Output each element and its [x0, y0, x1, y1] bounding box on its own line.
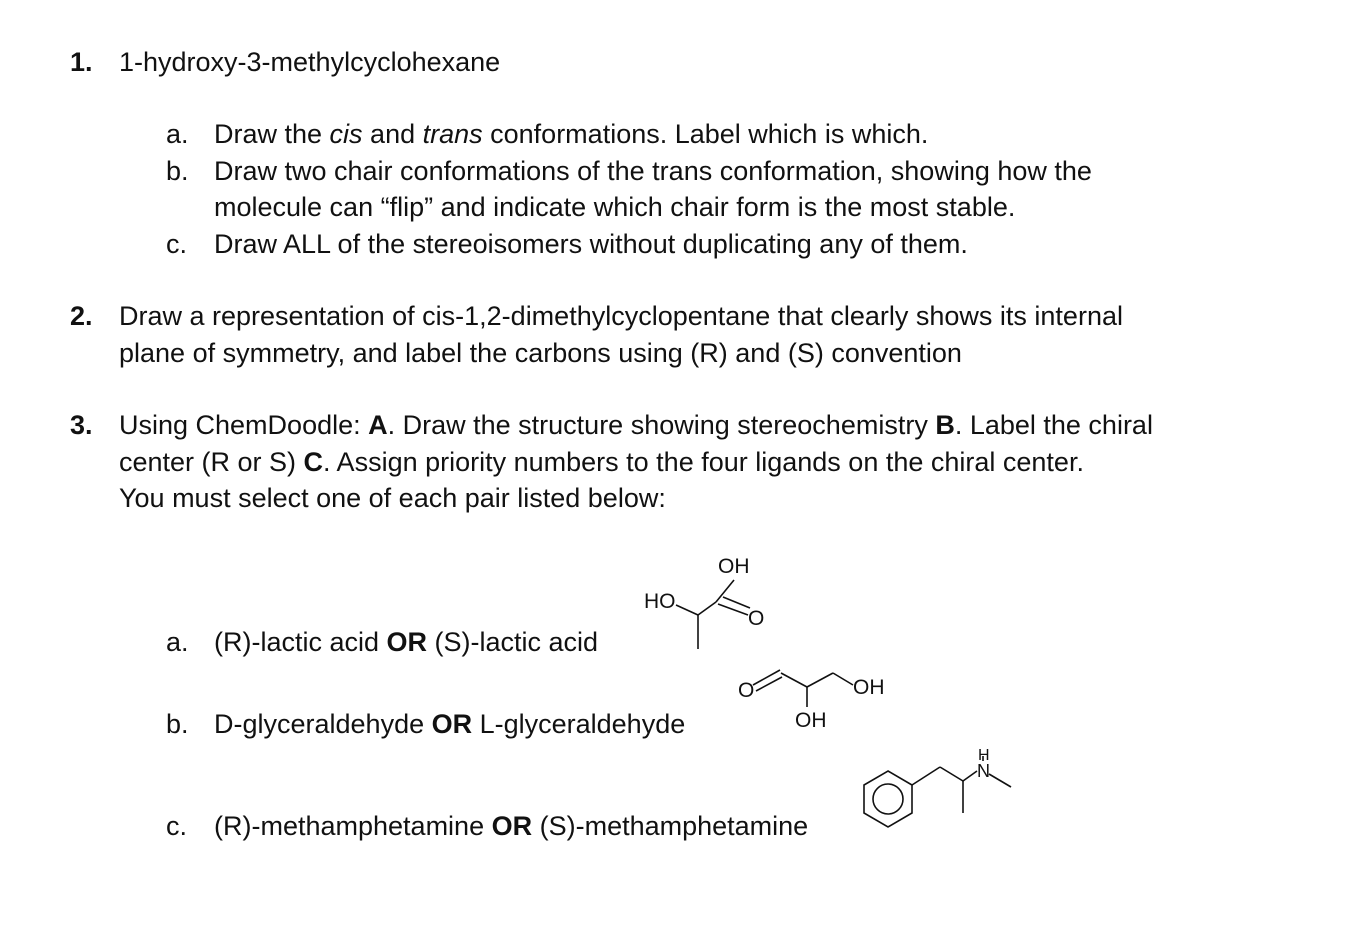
q3a-t2: (S)-lactic acid — [427, 627, 599, 657]
q2-line2: plane of symmetry, and label the carbons using (R) and (S) convention — [119, 338, 962, 368]
q3-step-b: B — [935, 410, 955, 440]
meth-h-label: H — [978, 747, 990, 764]
benzene-ring — [864, 771, 912, 827]
q3b-t2: L-glyceraldehyde — [472, 709, 686, 739]
q1b-line2: molecule can “flip” and indicate which chair form is the most stable. — [214, 192, 1016, 222]
q3-step-c: C — [303, 447, 324, 477]
lactic-ho-label: HO — [644, 590, 676, 613]
glyc-double-bond — [756, 677, 782, 691]
q1b-line1: Draw two chair conformations of the trans conformation, showing how the — [214, 156, 1092, 186]
q3-step-a: A — [368, 410, 388, 440]
lactic-bond — [716, 580, 734, 602]
glyc-bond — [833, 673, 853, 685]
glyceraldehyde-structure — [735, 665, 895, 735]
q3-line2 — [119, 446, 1084, 478]
q3a-t1: (R)-lactic acid — [214, 627, 387, 657]
lactic-oh-label: OH — [718, 555, 750, 578]
q3c-text — [214, 810, 808, 842]
lactic-double-bond — [723, 597, 750, 608]
q1-number: 1. — [70, 47, 93, 77]
glyc-oh-right-label: OH — [853, 676, 885, 699]
glyc-o-label: O — [738, 679, 755, 702]
q1a-cis: cis — [329, 119, 363, 149]
q1a-t1: Draw the — [214, 119, 330, 149]
q3-l2-t1: center (R or S) — [119, 447, 304, 477]
q1c-text: Draw ALL of the stereoisomers without duplicating any of them. — [214, 229, 968, 259]
q1a-trans: trans — [422, 119, 483, 149]
meth-n-label: N — [977, 761, 990, 781]
lactic-bond — [698, 602, 716, 615]
benzene-aromatic-circle — [873, 784, 903, 814]
lactic-acid-structure — [640, 553, 780, 653]
q3b-t1: D-glyceraldehyde — [214, 709, 432, 739]
q1c-marker: c. — [166, 229, 188, 259]
q3c-marker: c. — [166, 811, 188, 841]
q3-l2-t2: . Assign priority numbers to the four ligands on the chiral center. — [323, 447, 1084, 477]
q1a-text — [214, 118, 928, 150]
meth-bond — [989, 774, 1011, 787]
lactic-o-label: O — [748, 607, 765, 630]
q3-l1-t3: . Label the chiral — [954, 410, 1153, 440]
q3a-or: OR — [386, 627, 428, 657]
meth-bond — [940, 767, 963, 781]
q3a-marker: a. — [166, 627, 189, 657]
q1a-marker: a. — [166, 119, 189, 149]
q1a-t3: conformations. Label which is which. — [482, 119, 929, 149]
q3-number: 3. — [70, 410, 93, 440]
lactic-bond — [676, 605, 698, 615]
q2-number: 2. — [70, 301, 93, 331]
q3c-t2: (S)-methamphetamine — [532, 811, 809, 841]
methamphetamine-structure — [858, 745, 1018, 835]
q1-title: 1-hydroxy-3-methylcyclohexane — [119, 47, 501, 77]
q1b-marker: b. — [166, 156, 189, 186]
q3c-or: OR — [491, 811, 533, 841]
q3c-t1: (R)-methamphetamine — [214, 811, 492, 841]
q3-l1-t1: Using ChemDoodle: — [119, 410, 369, 440]
glyc-bond — [807, 673, 833, 687]
q3-line1 — [119, 409, 1153, 441]
glyc-oh-bottom-label: OH — [795, 709, 827, 732]
glyc-bond — [781, 673, 807, 687]
q3b-text — [214, 708, 685, 740]
meth-bond — [963, 771, 977, 781]
q3b-or: OR — [431, 709, 473, 739]
meth-bond — [912, 767, 940, 785]
q3-l1-t2: . Draw the structure showing stereochemistry — [387, 410, 936, 440]
glyc-double-bond — [753, 670, 780, 685]
q3b-marker: b. — [166, 709, 189, 739]
q3a-text — [214, 626, 598, 658]
q3-line3: You must select one of each pair listed below: — [119, 483, 666, 513]
q2-line1: Draw a representation of cis-1,2-dimethylcyclopentane that clearly shows its internal — [119, 301, 1123, 331]
q1a-t2: and — [362, 119, 423, 149]
q1-heading — [70, 46, 93, 78]
